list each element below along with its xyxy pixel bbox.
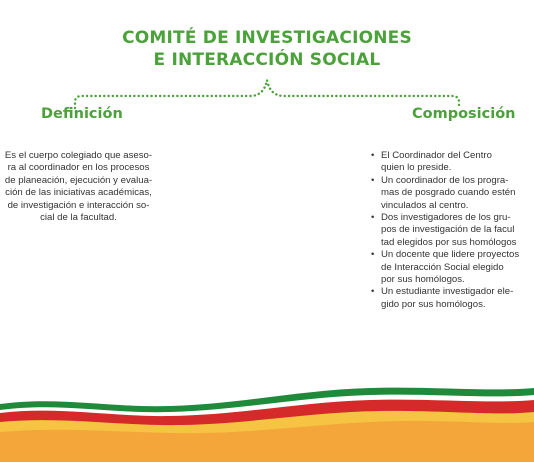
- composition-item: [369, 286, 519, 311]
- definition-line: de investigación e interacción so-: [7, 199, 150, 211]
- composition-line: • Un coordinador de los progra-: [381, 174, 509, 186]
- composition-line: gido por sus homólogos.: [381, 298, 486, 310]
- definition-line: Es el cuerpo colegiado que aseso-: [4, 150, 153, 161]
- definition-text: [0, 150, 167, 224]
- definition-heading: Definición: [41, 106, 123, 122]
- definition-line: ción de las iniciativas académicas,: [5, 187, 152, 199]
- composition-line: quien lo preside.: [381, 162, 452, 174]
- composition-line: • Dos investigadores de los gru-: [381, 212, 511, 224]
- definition-line: de planeación, ejecución y evalua-: [4, 174, 153, 186]
- definition-line: ra al coordinador en los procesos: [7, 162, 150, 174]
- composition-line: pos de investigación de la facul: [381, 224, 515, 236]
- decorative-waves: [0, 370, 534, 462]
- composition-line: por sus homólogos.: [381, 274, 465, 286]
- composition-line: tad elegidos por sus homólogos: [381, 236, 517, 248]
- composition-item: [369, 212, 519, 249]
- composition-heading: Composición: [412, 106, 516, 122]
- composition-list: [369, 150, 519, 311]
- composition-item: [369, 175, 519, 212]
- title-line-2: E INTERACCIÓN SOCIAL: [153, 50, 381, 70]
- definition-line: cial de la facultad.: [40, 212, 117, 224]
- composition-line: • Un docente que lidere proyectos: [381, 249, 520, 261]
- title-line-1: COMITÉ DE INVESTIGACIONES: [122, 28, 412, 48]
- composition-line: • Un estudiante investigador ele-: [381, 286, 514, 298]
- composition-line: mas de posgrado cuando estén: [381, 187, 516, 199]
- dotted-brace-connector: [0, 0, 534, 120]
- composition-item: [369, 249, 519, 286]
- composition-line: de Interacción Social elegido: [381, 261, 504, 273]
- composition-line: vinculados al centro.: [381, 199, 469, 211]
- composition-line: • El Coordinador del Centro: [381, 150, 492, 161]
- composition-item: [369, 150, 519, 175]
